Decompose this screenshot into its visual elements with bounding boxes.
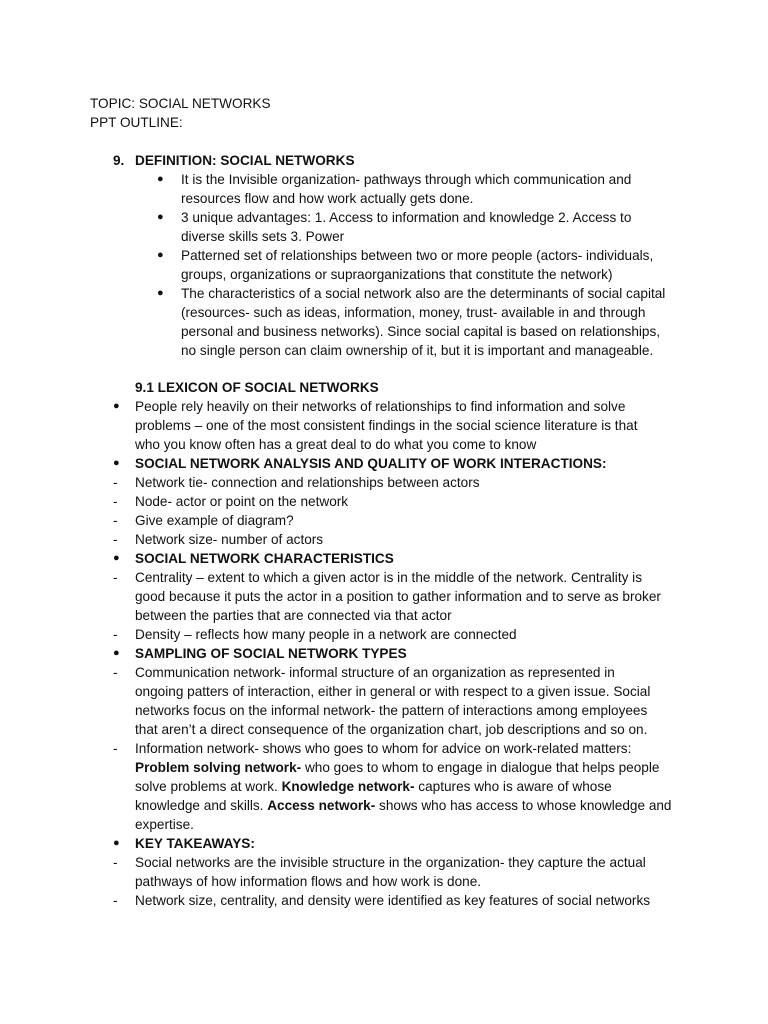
list-item-line: Information network- shows who goes to whom for advice on work-related matters: bbox=[135, 741, 632, 756]
list-item-line: Communication network- informal structure of an organization as represented in bbox=[135, 665, 615, 680]
list-item-line bbox=[135, 758, 713, 777]
bullet-icon: ● bbox=[157, 249, 164, 261]
section9-title: DEFINITION: SOCIAL NETWORKS bbox=[135, 153, 355, 168]
list-item-line: networks focus on the informal network- the pattern of interactions among employees bbox=[135, 703, 648, 718]
list-item bbox=[113, 549, 713, 568]
list-item-line: that aren’t a direct consequence of the organization chart, job descriptions and so on. bbox=[135, 722, 648, 737]
list-item-line: good because it puts the actor in a position to gather information and to serve as broker bbox=[135, 589, 661, 604]
bullet-icon: ● bbox=[113, 647, 120, 659]
list-item-line: no single person can claim ownership of it, but it is important and manageable. bbox=[181, 343, 654, 358]
list-item-line: Network size- number of actors bbox=[135, 532, 324, 547]
list-item bbox=[157, 208, 665, 246]
list-item bbox=[113, 644, 713, 663]
dash-icon: - bbox=[113, 627, 118, 642]
list-item-line: 3 unique advantages: 1. Access to information and knowledge 2. Access to bbox=[181, 210, 632, 225]
list-item-line: The characteristics of a social network also are the determinants of social capital bbox=[181, 286, 666, 301]
list-item-line: Network size, centrality, and density were identified as key features of social networks bbox=[135, 893, 651, 908]
sna-heading: SOCIAL NETWORK ANALYSIS AND QUALITY OF WORK INTERACTIONS: bbox=[135, 456, 607, 471]
dash-icon: - bbox=[113, 532, 118, 547]
problem-solving-label: Problem solving network- bbox=[135, 760, 302, 775]
access-network-label: Access network- bbox=[267, 798, 376, 813]
list-item-line: personal and business networks). Since social capital is based on relationships, bbox=[181, 324, 661, 339]
list-item bbox=[113, 397, 713, 454]
dash-icon: - bbox=[113, 475, 118, 490]
knowledge-network-label: Knowledge network- bbox=[281, 779, 415, 794]
list-item-line: Network tie- connection and relationships between actors bbox=[135, 475, 480, 490]
list-item-line: problems – one of the most consistent findings in the social science literature is that bbox=[135, 418, 638, 433]
list-item bbox=[113, 891, 713, 910]
text-run: captures who is aware of whose bbox=[414, 779, 612, 794]
dash-icon: - bbox=[113, 513, 118, 528]
list-item-line: It is the Invisible organization- pathways through which communication and bbox=[181, 172, 632, 187]
list-item bbox=[113, 530, 713, 549]
takeaways-heading: KEY TAKEAWAYS: bbox=[135, 836, 255, 851]
dash-icon: - bbox=[113, 665, 118, 680]
topic-line: TOPIC: SOCIAL NETWORKS bbox=[90, 96, 271, 111]
text-run: solve problems at work. bbox=[135, 779, 282, 794]
list-item-line: Centrality – extent to which a given actor is in the middle of the network. Centrality is bbox=[135, 570, 642, 585]
section9-number: 9. bbox=[113, 153, 125, 168]
text-run: knowledge and skills. bbox=[135, 798, 268, 813]
list-item-line: groups, organizations or supraorganizations that constitute the network) bbox=[181, 267, 613, 282]
list-item-line: People rely heavily on their networks of relationships to find information and solve bbox=[135, 399, 626, 414]
list-item-line: between the parties that are connected via that actor bbox=[135, 608, 452, 623]
list-item bbox=[157, 284, 665, 360]
bullet-icon: ● bbox=[113, 400, 120, 412]
list-item bbox=[113, 473, 713, 492]
types-heading: SAMPLING OF SOCIAL NETWORK TYPES bbox=[135, 646, 407, 661]
list-item-line: who you know often has a great deal to do what you come to know bbox=[135, 437, 537, 452]
list-item bbox=[113, 492, 713, 511]
list-item-line bbox=[135, 796, 713, 815]
characteristics-heading: SOCIAL NETWORK CHARACTERISTICS bbox=[135, 551, 394, 566]
list-item bbox=[113, 511, 713, 530]
list-item bbox=[113, 663, 713, 739]
list-item-line bbox=[135, 777, 713, 796]
text-run: who goes to whom to engage in dialogue that helps people bbox=[301, 760, 660, 775]
list-item bbox=[113, 834, 713, 853]
section91-title: 9.1 LEXICON OF SOCIAL NETWORKS bbox=[135, 380, 379, 395]
list-item-line: pathways of how information flows and how work is done. bbox=[135, 874, 482, 889]
section9-bullet-list bbox=[157, 170, 665, 360]
bullet-icon: ● bbox=[113, 552, 120, 564]
dash-icon: - bbox=[113, 494, 118, 509]
text-run: shows who has access to whose knowledge and bbox=[375, 798, 672, 813]
list-item bbox=[113, 739, 713, 834]
list-item-line: resources flow and how work actually gets done. bbox=[181, 191, 474, 206]
list-item bbox=[113, 454, 713, 473]
list-item-line: Node- actor or point on the network bbox=[135, 494, 349, 509]
dash-icon: - bbox=[113, 893, 118, 908]
list-item-line: expertise. bbox=[135, 817, 194, 832]
bullet-icon: ● bbox=[157, 173, 164, 185]
list-item bbox=[157, 246, 665, 284]
section91 bbox=[113, 378, 713, 910]
list-item bbox=[157, 170, 665, 208]
list-item-line: Give example of diagram? bbox=[135, 513, 294, 528]
list-item-line: Density – reflects how many people in a network are connected bbox=[135, 627, 517, 642]
bullet-icon: ● bbox=[157, 211, 164, 223]
dash-icon: - bbox=[113, 570, 118, 585]
list-item-line: Social networks are the invisible structure in the organization- they capture the actual bbox=[135, 855, 646, 870]
list-item-line: Patterned set of relationships between two or more people (actors- individuals, bbox=[181, 248, 654, 263]
bullet-icon: ● bbox=[113, 457, 120, 469]
bullet-icon: ● bbox=[113, 837, 120, 849]
list-item-line: diverse skills sets 3. Power bbox=[181, 229, 345, 244]
list-item-line: ongoing patters of interaction, either in general or with respect to a given issue. Social bbox=[135, 684, 651, 699]
list-item-line: (resources- such as ideas, information, money, trust- available in and through bbox=[181, 305, 646, 320]
bullet-icon: ● bbox=[157, 287, 164, 299]
list-item bbox=[113, 568, 713, 625]
list-item bbox=[113, 625, 713, 644]
dash-icon: - bbox=[113, 855, 118, 870]
dash-icon: - bbox=[113, 741, 118, 756]
outline-line: PPT OUTLINE: bbox=[90, 115, 183, 130]
list-item bbox=[113, 853, 713, 891]
